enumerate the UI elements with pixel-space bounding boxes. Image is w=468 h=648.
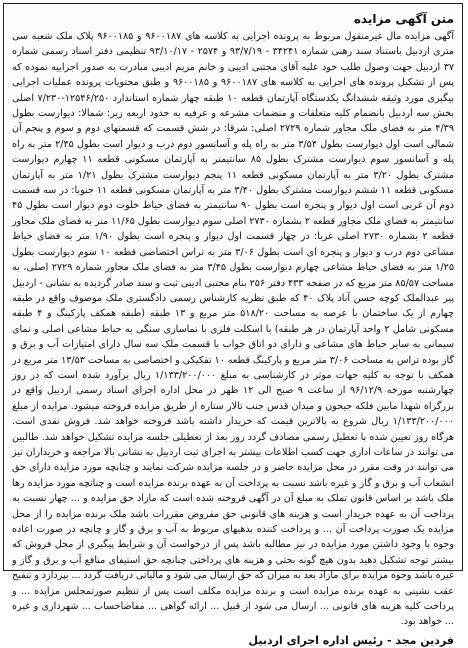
auction-notice: [3, 3, 463, 647]
notice-body: آگهی مزایده مال غیرمنقول مربوط به پرونده اجرایی به کلاسه های ۹۶۰۰۱۸۷ و ۹۶۰۰۱۸۵ پلاک ملک شعبه سی متری اردبیل باستناد سند رهنی شماره ۳۴۲۴۱ - ۹۳/۷/۱۹ و ۲۵۷۴ - ۹۳/۱۰/۱۷ تنظیمی دفتر اسناد رسمی شماره ۳۷ اردبیل جهت وصول طلب خود علیه آقای مجتبی ادیبی و خانم مریم ادیبی مبادرت به صدور اجراییه نموده که پس از تشکیل پرونده های اجرایی به کلاسه های ۹۶۰۰۱۸۷ و ۹۶۰۰۱۸۵ و طبق محتویات پرونده عملیات اجرایی بیگیری مورد وثیقه ششدانگ یکدستگاه آپارتمان قطعه ۱۰ طبقه چهار شماره استاندارد ۱۲۵۴۶/۲۵۰-۷/۲۳۰ اصلی بخش سه اردبیل بانضمام کلیه متعلقات و منضمات مشرعه و عرفیه به حدود اربعه زیر: شمالا: دیوارست بطول ۴/۳۹ متر به فضای ملک مجاور شماره ۲۷۲۹ اصلی: شرقا: در شش قسمت که قسمتهای دوم و سوم و پنجم آن شمالی است اول دیوارست بطول ۳/۵۴ متر به راه پله و آسانسور دوم درب و دیوار است بطول ۲/۴۵ متر به راه پله و آسانسور سوم دیوارست مشترک بطول ۸۵ سانتیمتر به آپارتمان مسکونی قطعه ۱۱ چهارم دیوارست مشترک بطول ۳/۲۰ متر به آپارتمان مسکونی قطعه ۱۱ پنجم دیوارست مشترک بطول ۱/۲۱ متر به آپارتمان مسکونی قطعه ۱۱ ششم دیوارست مشترک بطول ۳/۴۰ متر به آپارتمان مسکونی قطعه ۱۱ جنوبا: در سه قسمت دوم آن غربی است اول دیوار و پنجره است بطول ۹۰ سانتیمتر به فضای حیاط خلوت دوم دیوار است بطول ۴۵ سانتیمتر به فضای ملک مجاور قطعه ۲ بشماره ۲۷۳۰ اصلی سوم دیوارست بطول ۱۱/۶۵ متر به فضای ملک مجاور قطعه ۲ بشماره ۲۷۳۰ اصلی غربا: در چهار قسمت اول دیوار و پنجره است بطول ۱/۹۰ متر به فضای حیاط مشاعی دوم درب و دیوار و پنجره ای است بطول ۳/۰۶ متر به تراس اختصاصی قطعه ۱۰ سوم دیوارست بطول ۱/۲۵ متر به فضای حیاط مشاعی چهارم دیوارست بطول ۳/۴۵ متر به فضای ملک مجاور شماره ۲۷۲۹ اصلی، به مساحت ۸۵/۵۷ متر مربع که در صفحه ۴۳۳ دفتر ۲۵۶ بنام مجتبی ادیبی ثبت و سند صادر گردیده به نشانی - اردبیل پیر عبدالملک کوچه حسن آباد پلاک ۴۰ که طبق نظریه کارشناس رسمی دادگستری ملک موصوف واقع در طبقه چهارم از یک ساختمان با عرصه به مساحت ۵۱۸/۲۰ متر مربع و ۱۳ طبقه (طبقه همکف پارکینگ و ۴ طبقه مسکونی شامل ۲ واحد آپارتمان در هر طبقه) با اسکلت فلزی با نماسازی سنگی به حیاط مشاعی اصلی و نمای سیمانی به سایر حیاط های مشاعی و دارای دو اتاق خواب با قسمت ملک سه سال دارای امتیازات آب و برق و گاز بوده تراس به مساحت ۳/۰۶ متر مربع و پارکینگ قطعه ۱۰ تفکیکی و اختصاصی به مساحت ۱۳/۵۳ متر مربع در همکف با توجه به کلیه جهات موثر در کارشناسی به مبلغ ۱/۱۳۳/۲۰۰/۰۰۰ ریال برآورد شده است که در روز چهارشنبه مورخه ۹۶/۱۲/۹ از ساعت ۹ صبح الی ۱۲ ظهر در محل اداره اجرای اسناد رسمی اردبیل واقع در بزرگراه شهدا مابین فلکه جیحون و میدان قدس جنب تالار ستاره از طریق مزایده فروخته میشود. مزایده از مبلغ ۱/۱۳۳/۲۰۰/۰۰۰ ریال شروع به بالاترین قیمت که خریدار داشته باشد فروخته خواهد شد. فروش نقدی است. هرگاه روز تعیین شده با تعطیل رسمی مصادف گردد روز بعد از تعطیلی جلسه مزایده تشکیل خواهد شد. طالبین می توانند در ساعات اداری جهت کسب اطلاعات بیشتر به اجرای ثبت اردبیل به نشانی بالا مراجعه و خریداران نیز می توانند در وقت مقرر در محل مزایده حاضر و در جلسه مزایده شرکت نمایند و چنانچه مورد مزایده دارای حق انشعاب آب و برق و گاز و غیره باشد نسبت به پرداخت آن به عهده برنده مزایده است و چنانچه مورد مزایده رها ملک باشد بر اساس قانون تملک به مبلغ آن در آگهی فروخته شده است که مازاد حق مزایده و ... چهار نسبت به پرداخت آن به عهده خریدار است و هزینه های قانونی حق مفروض مقررات باشد ملک برنده مزایده را از محل مزایده یک صورت پرداخت آن ... و پرداخت کننده بدهیهای مربوط به آب و برق و گاز و چانچه در صورت اعاده وجوه با وجود داشتن مورد مزایده در نیز مطالبه باشد پس از درخواست آن و شرایط پیگیری از محل فروش که بیشتر توجه تشکیل دهید بدون هیچ گونه بحثی و هزینه های پرداختی چنانچه حق استیفای منافع آب و برق و گاز و غیره باشد وجوه مزایده برای مازاد بعد به میزان که حق ارسال می شود و مالیاتی دریافت گردد ... بپردازد و تنقیح عقب نشینی به عهده برنده مزایده است و برنده مزایده مکلف است پس از تنظیم صورتمجلس مزایده ... و پرداخت کلیه هزینه های قانونی ... ارسال می شود از قبیل ... ارائه گواهی ... مفاصاحساب ... شهرداری و غیره ... خواهد بود.: [12, 31, 455, 628]
notice-title: متن آگهی مزایده: [353, 12, 454, 26]
notice-signature: فردین مجد - رئیس اداره اجرای اردبیل: [248, 633, 454, 647]
